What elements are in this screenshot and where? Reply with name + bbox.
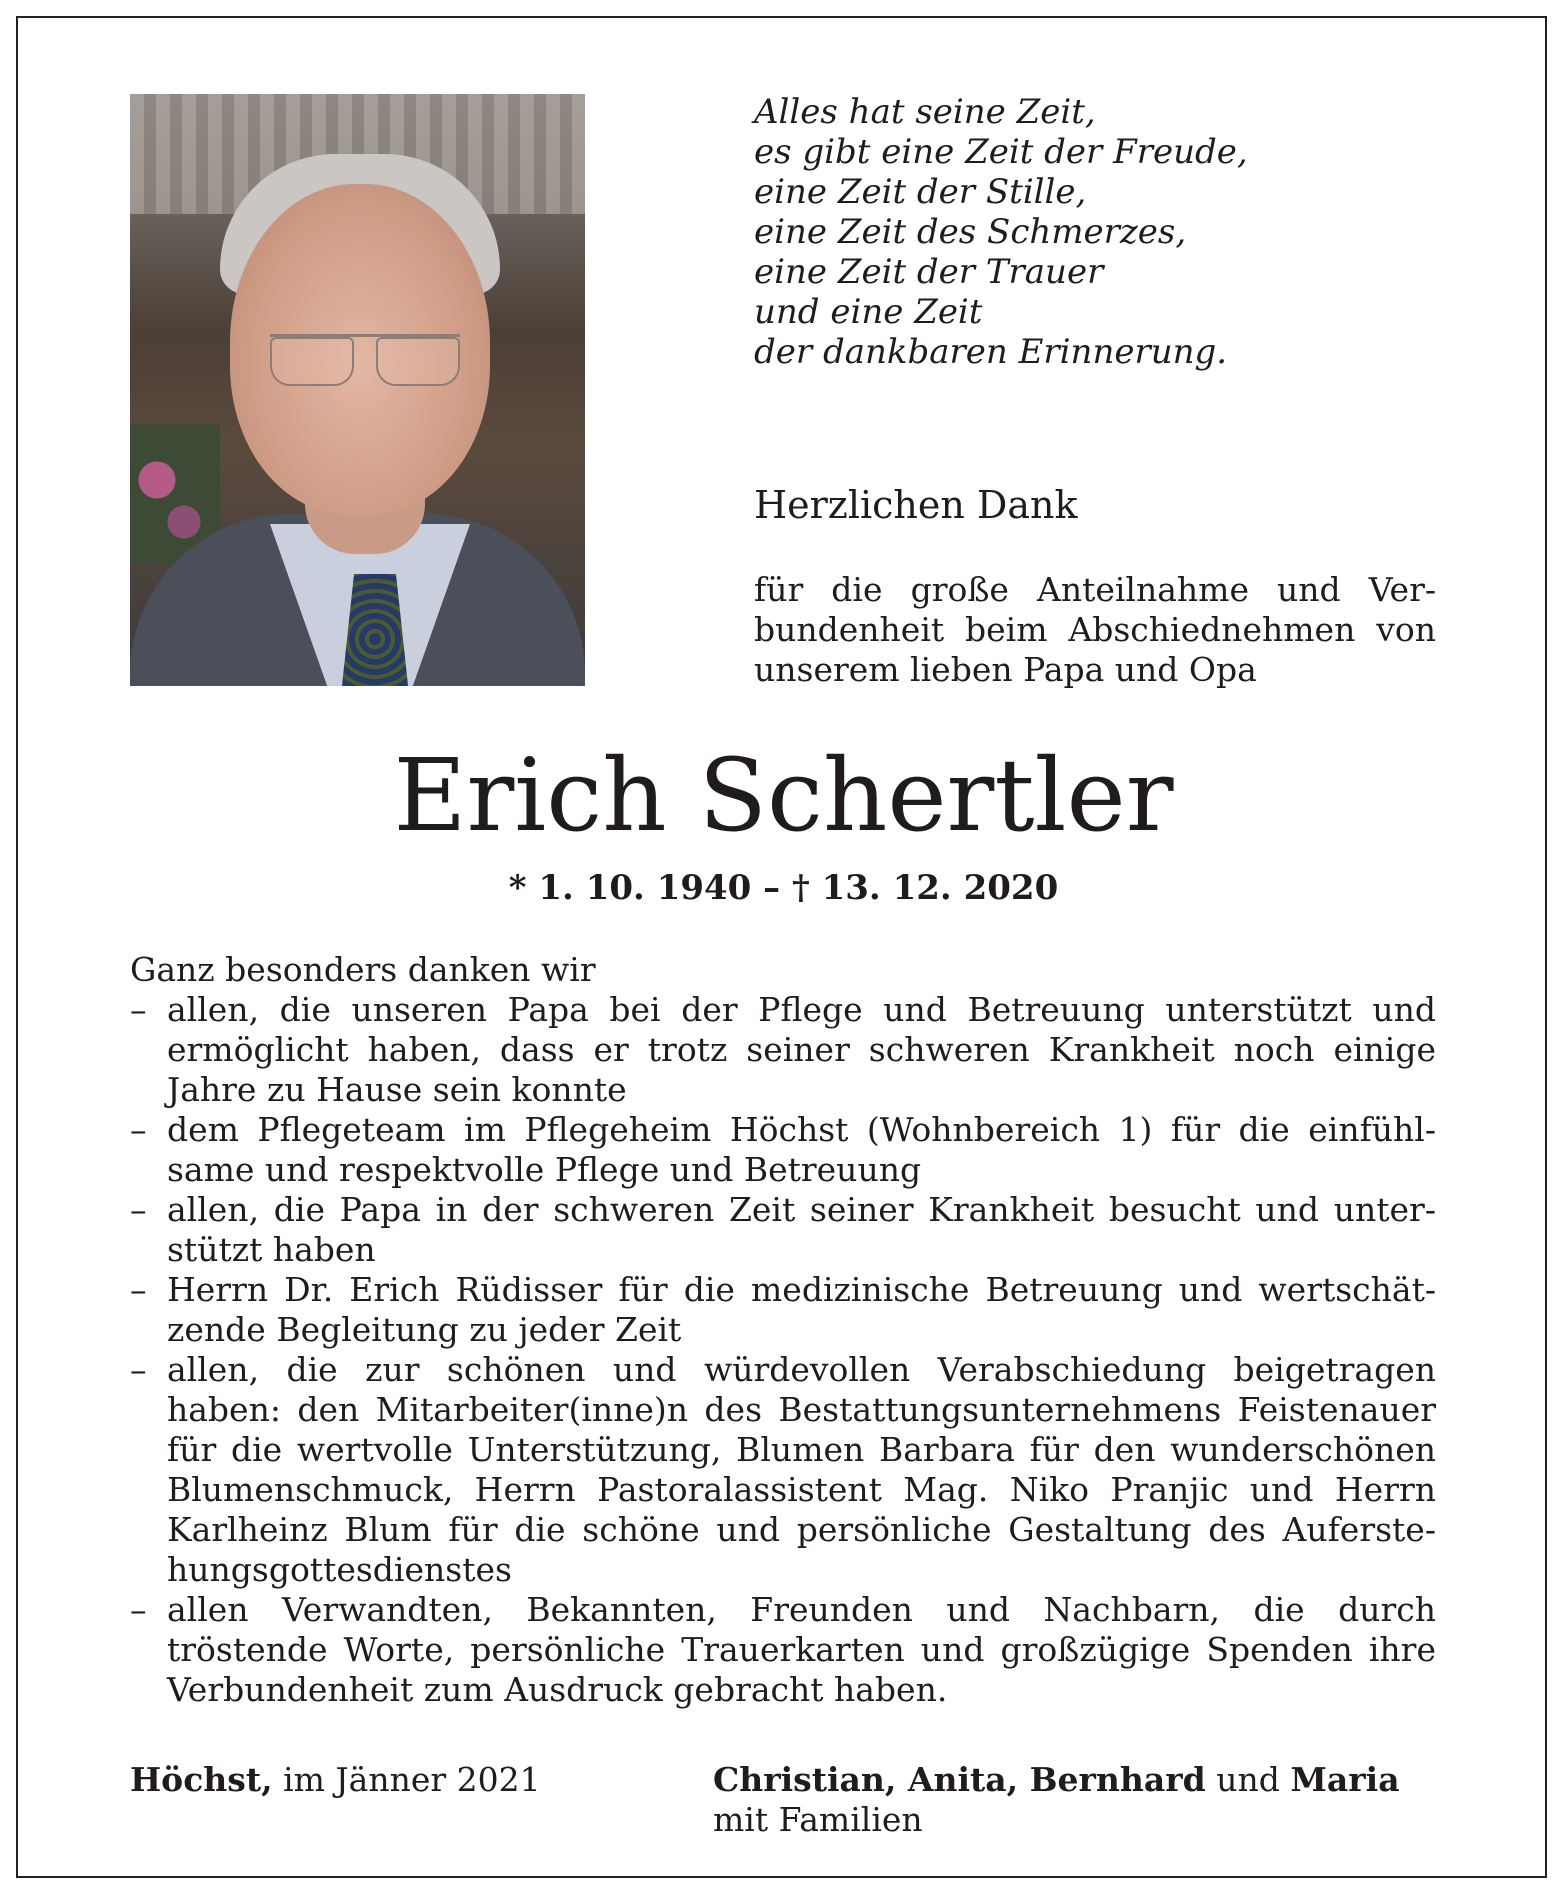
poem-line: eine Zeit des Schmerzes, — [754, 212, 1187, 252]
dash-bullet: – — [130, 1190, 147, 1229]
list-item — [130, 1590, 1436, 1710]
poem-line: es gibt eine Zeit der Freude, — [754, 132, 1248, 172]
item-line: allen, die unseren Papa bei der Pflege und Betreuung unterstützt und — [167, 990, 1436, 1029]
item-line: zende Begleitung zu jeder Zeit — [167, 1310, 682, 1349]
deceased-name: Erich Schertler — [393, 737, 1174, 854]
poem — [754, 92, 1248, 372]
list-item — [130, 1190, 1436, 1270]
dash-bullet: – — [130, 1110, 147, 1149]
poem-line: und eine Zeit — [754, 292, 983, 332]
thanks-paragraph — [754, 570, 1436, 690]
dash-bullet: – — [130, 990, 147, 1029]
item-line: stützt haben — [167, 1230, 376, 1269]
item-line: ermöglicht haben, dass er trotz seiner schweren Krankheit noch einige — [167, 1030, 1436, 1069]
item-line: allen, die Papa in der schweren Zeit seiner Krankheit besucht und unter- — [167, 1190, 1436, 1229]
item-line: tröstende Worte, persönliche Trauerkarten und großzügige Spenden ihre — [167, 1630, 1436, 1669]
poem-line: Alles hat seine Zeit, — [754, 92, 1096, 132]
place-date: Höchst, im Jänner 2021 — [130, 1760, 541, 1799]
item-line: allen, die zur schönen und würdevollen Verabschiedung beigetragen — [167, 1350, 1436, 1389]
dash-bullet: – — [130, 1270, 147, 1309]
thanks-heading: Herzlichen Dank — [754, 483, 1078, 527]
list-item — [130, 1270, 1436, 1350]
item-line: hungsgottesdienstes — [167, 1550, 512, 1589]
item-line: Karlheinz Blum für die schöne und persönliche Gestaltung des Auferste- — [167, 1510, 1436, 1549]
paragraph-line: bundenheit beim Abschiednehmen von — [754, 610, 1436, 649]
dash-bullet: – — [130, 1590, 147, 1629]
item-line: dem Pflegeteam im Pflegeheim Höchst (Wohnbereich 1) für die einfühl- — [167, 1110, 1436, 1149]
item-line: Jahre zu Hause sein konnte — [167, 1070, 627, 1109]
item-line: same und respektvolle Pflege und Betreuung — [167, 1150, 922, 1189]
item-line: für die wertvolle Unterstützung, Blumen Barbara für den wunderschönen — [167, 1430, 1436, 1469]
poem-line: eine Zeit der Stille, — [754, 172, 1087, 212]
item-line: haben: den Mitarbeiter(inne)n des Bestattungsunternehmens Feistenauer — [167, 1390, 1436, 1429]
item-line: Blumenschmuck, Herrn Pastoralassistent Mag. Niko Pranjic und Herrn — [167, 1470, 1436, 1509]
poem-line: der dankbaren Erinnerung. — [754, 332, 1228, 372]
poem-line: eine Zeit der Trauer — [754, 252, 1104, 292]
list-item — [130, 990, 1436, 1110]
list-item — [130, 1350, 1436, 1590]
thanks-list — [130, 950, 1436, 1710]
dash-bullet: – — [130, 1350, 147, 1389]
item-line: Verbundenheit zum Ausdruck gebracht haben. — [167, 1670, 948, 1709]
item-line: Herrn Dr. Erich Rüdisser für die medizinische Betreuung und wertschät- — [167, 1270, 1436, 1309]
life-dates: * 1. 10. 1940 – † 13. 12. 2020 — [508, 868, 1059, 908]
signature: Christian, Anita, Bernhard und Maria mit Familien — [713, 1760, 1400, 1839]
paragraph-line: für die große Anteilnahme und Ver- — [754, 570, 1436, 609]
thanks-intro: Ganz besonders danken wir — [130, 950, 596, 989]
portrait-photo — [130, 94, 585, 686]
list-item — [130, 1110, 1436, 1190]
paragraph-line: unserem lieben Papa und Opa — [754, 650, 1257, 689]
item-line: allen Verwandten, Bekannten, Freunden und Nachbarn, die durch — [167, 1590, 1436, 1629]
